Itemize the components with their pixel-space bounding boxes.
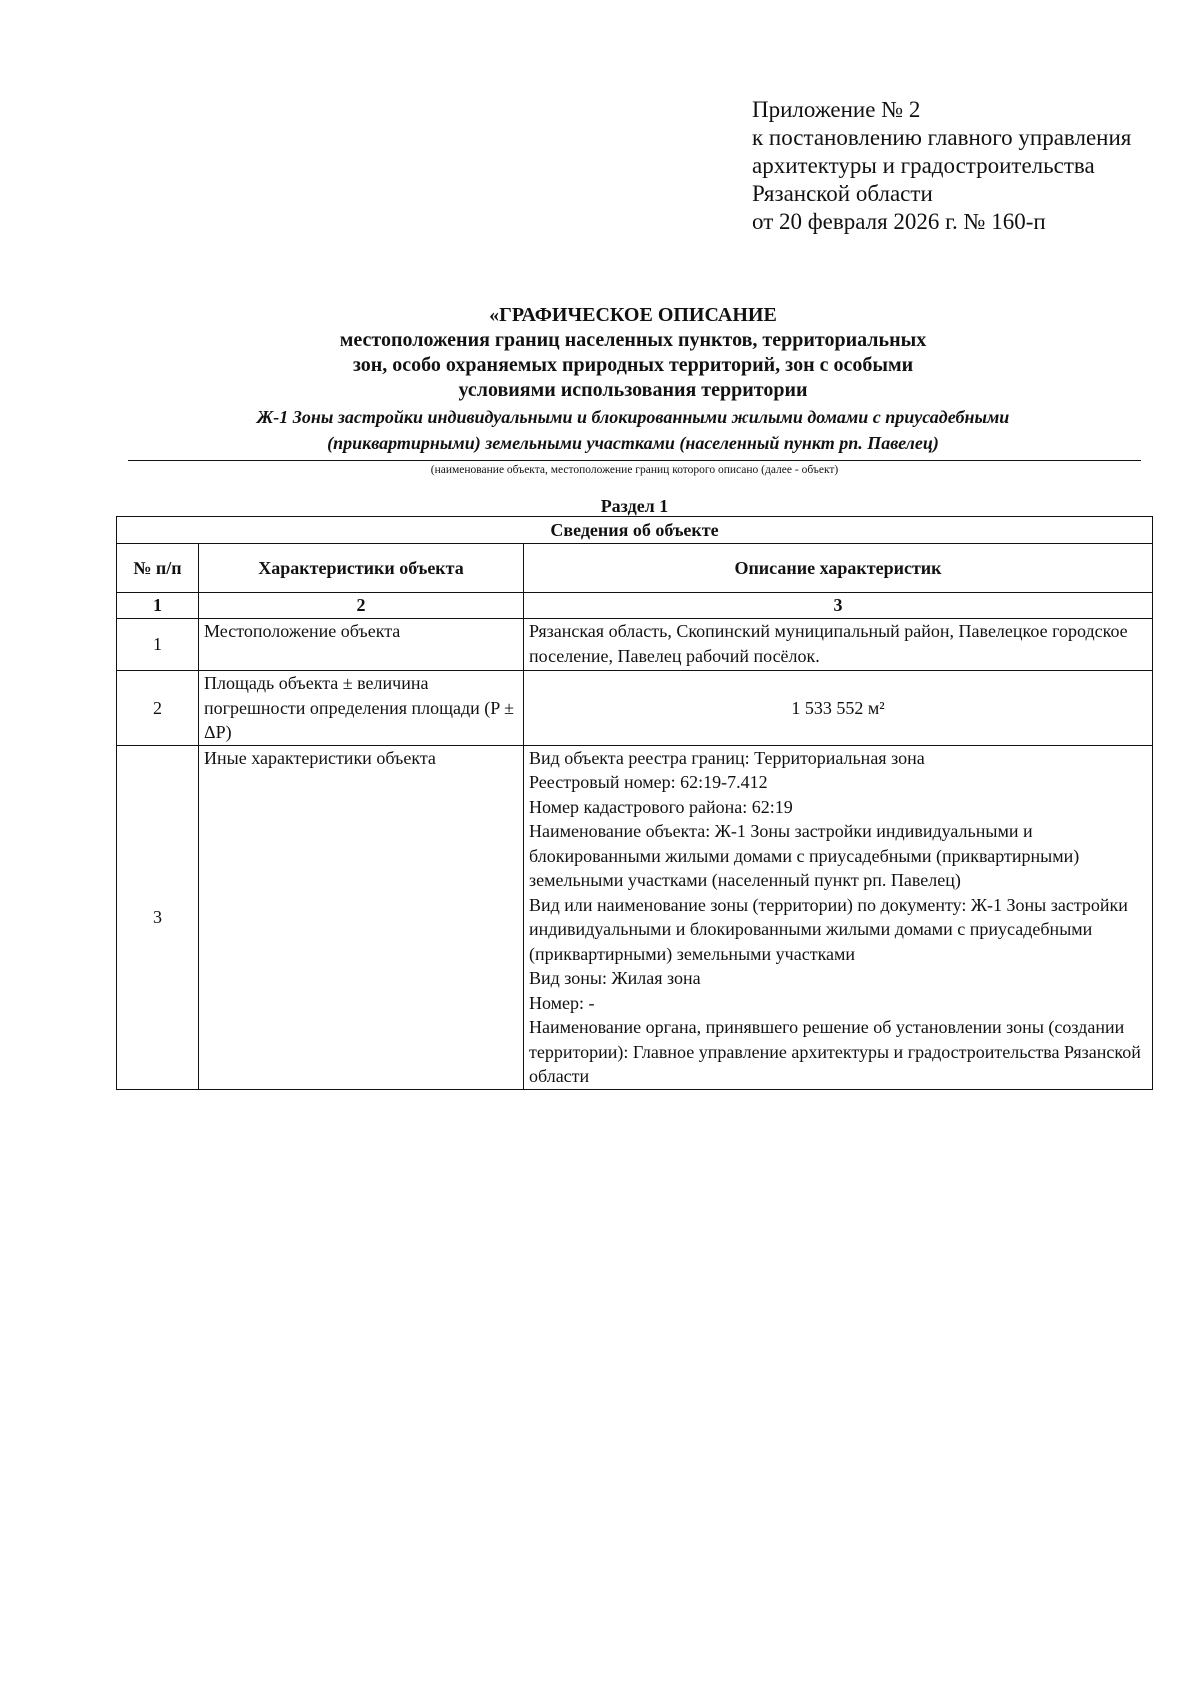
- row-number: 3: [117, 745, 199, 1089]
- header-index: 1: [117, 593, 199, 619]
- row-characteristic: Иные характеристики объекта: [199, 745, 524, 1089]
- section-title: Раздел 1: [600, 496, 669, 516]
- title-caption: (наименование объекта, местоположение границ которого описано (далее - объект): [430, 464, 839, 476]
- header-number: № п/п: [117, 544, 199, 593]
- description-line: Номер: -: [529, 992, 595, 1013]
- description-line: Наименование объекта: Ж-1 Зоны застройки индивидуальными и блокированными жилыми домами с приусадебными (приквартирными) земельными участками (населенный пункт рп. Павелец): [529, 821, 1080, 890]
- description-line: Вид объекта реестра границ: Территориальная зона: [529, 747, 925, 768]
- appendix-line: от 20 февраля 2026 г. № 160-п: [752, 209, 1046, 234]
- header-characteristic: Характеристики объекта: [199, 544, 524, 593]
- row-characteristic: Площадь объекта ± величина погрешности определения площади (P ± ΔP): [199, 671, 524, 746]
- appendix-line: архитектуры и градостроительства: [752, 153, 1095, 178]
- title-line: «ГРАФИЧЕСКОЕ ОПИСАНИЕ: [489, 304, 777, 326]
- table-row: [117, 671, 1153, 746]
- description-line: Номер кадастрового района: 62:19: [529, 796, 793, 817]
- title-line: зон, особо охраняемых природных территорий, зон с особыми: [352, 354, 914, 376]
- description-line: Вид или наименование зоны (территории) по документу: Ж-1 Зоны застройки индивидуальными и блокированными жилыми домами с приусадебными (приквартирными) земельными участками: [529, 894, 1128, 964]
- document-title: [118, 303, 1148, 455]
- row-number: 1: [117, 619, 199, 671]
- description-line: Вид зоны: Жилая зона: [529, 968, 701, 988]
- appendix-line: к постановлению главного управления: [752, 125, 1132, 150]
- row-description: [524, 745, 1153, 1089]
- title-line: местоположения границ населенных пунктов, территориальных: [339, 329, 927, 351]
- row-characteristic: Местоположение объекта: [199, 619, 524, 671]
- header-index: 2: [199, 593, 524, 619]
- table-row: [117, 619, 1153, 671]
- appendix-line: Приложение № 2: [752, 97, 921, 122]
- table-row: [117, 745, 1153, 1089]
- description-line: Реестровый номер: 62:19-7.412: [529, 772, 768, 792]
- title-underline: [128, 460, 1141, 461]
- description-line: Наименование органа, принявшего решение об установлении зоны (создании территории): Главное управление архитектуры и градостроительства Рязанской области: [529, 1017, 1141, 1086]
- header-index: 3: [524, 593, 1153, 619]
- table-title: Сведения об объекте: [117, 517, 1153, 544]
- row-description: [524, 671, 1153, 746]
- appendix-line: Рязанской области: [752, 181, 933, 206]
- title-line: условиями использования территории: [458, 379, 808, 401]
- header-description: Описание характеристик: [524, 544, 1153, 593]
- appendix-reference: [752, 96, 1131, 236]
- row-description: [524, 619, 1153, 671]
- object-name-line: (приквартирными) земельными участками (населенный пункт рп. Павелец): [327, 433, 939, 453]
- object-name-line: Ж-1 Зоны застройки индивидуальными и блокированными жилыми домами с приусадебными: [256, 407, 1010, 427]
- object-info-table: [116, 516, 1153, 1090]
- row-number: 2: [117, 671, 199, 746]
- area-value: 1 533 552 м²: [791, 697, 885, 718]
- description-line: Рязанская область, Скопинский муниципальный район, Павелецкое городское поселение, Павелец рабочий посёлок.: [529, 621, 1128, 666]
